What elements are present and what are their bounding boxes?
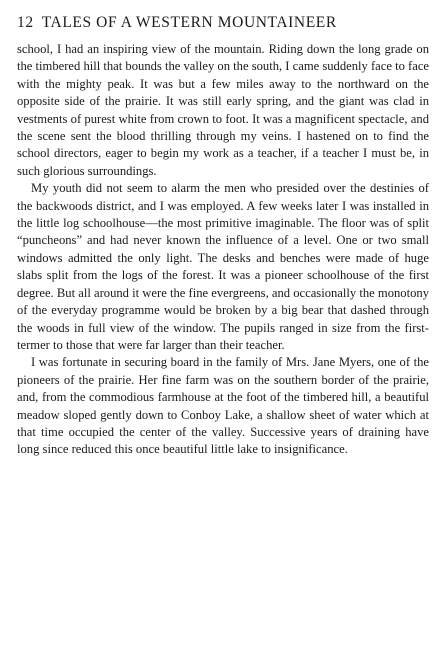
book-page [17,14,429,459]
paragraph-schoolhouse: My youth did not seem to alarm the men who presided over the destinies of the backwoods district, and I was employed. A few weeks later I was installed in the little log schoolhouse—the most primitive imaginable. The floor was of split “puncheons” and had never known the influence of a level. One or two small windows admitted the only light. The desks and benches were made of huge slabs split from the logs of the forest. It was a pioneer schoolhouse of the first degree. But all around it were the fine evergreens, and occasionally the monotony of the everyday programme would be broken by a big bear that dashed through the woods in full view of the window. The pupils ranged in size from the first-termer to those that were far larger than their teacher. [17,181,429,352]
paragraph-board: I was fortunate in securing board in the family of Mrs. Jane Myers, one of the pioneers of the prairie. Her fine farm was on the southern border of the prairie, and, from the commodious farmhouse at the foot of the timbered hill, a beautiful meadow sloped gently down to Conboy Lake, a shallow sheet of water which at that time occupied the center of the valley. Successive years of draining have long since reduced this once beautiful little lake to insignificance. [17,355,429,457]
book-title: TALES OF A WESTERN MOUNTAINEER [41,14,337,31]
body-text [17,41,429,459]
page-number: 12 [17,14,34,31]
running-head [17,14,429,32]
paragraph-continued: school, I had an inspiring view of the mountain. Riding down the long grade on the timbered hill that bounds the valley on the south, I came suddenly face to face with the mighty peak. It was but a few miles away to the northward on the opposite side of the prairie. It was still early spring, and the giant was clad in vestments of purest white from crown to foot. It was a magnificent spectacle, and the scene sent the blood thrilling through my veins. I hastened on to find the school directors, eager to begin my work as a teacher, if a teacher I must be, in such glorious surroundings. [17,42,429,178]
